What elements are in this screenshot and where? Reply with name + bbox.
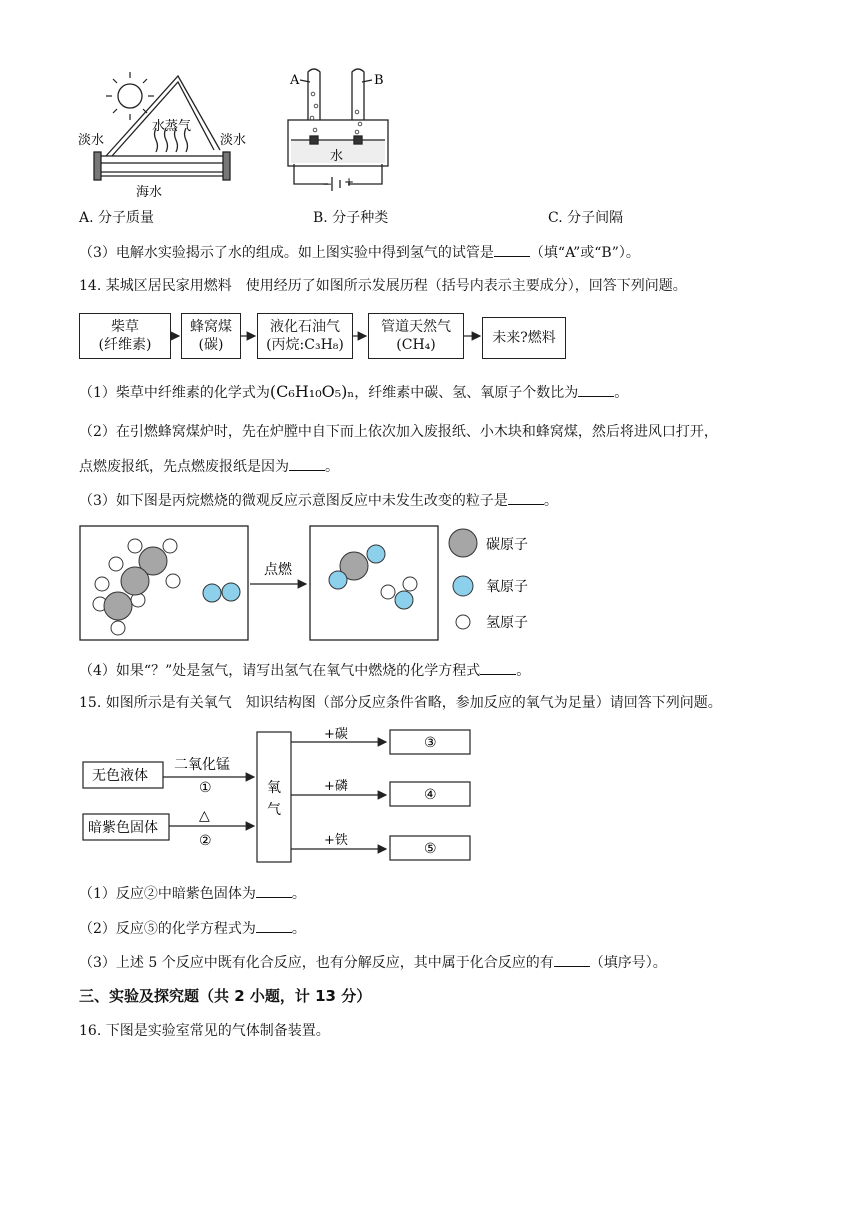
purple-solid-label: 暗紫色固体 <box>88 820 158 836</box>
answer-blank[interactable] <box>256 883 292 898</box>
q14-intro: 14. 某城区居民家用燃料 使用经历了如图所示发展历程（括号内表示主要成分），回答下列问题。 <box>79 278 687 294</box>
reactant-iron: +铁 <box>324 833 348 848</box>
q14-2b <box>79 456 339 477</box>
q15-2-end: 。 <box>291 921 306 937</box>
fuel-box-1-name: 柴草 <box>111 319 139 335</box>
answer-blank[interactable] <box>578 382 614 397</box>
q14-2a: （2）在引燃蜂窝煤炉时，先在炉膛中自下而上依次加入废报纸、小木块和蜂窝煤，然后将进风口打开， <box>79 424 718 440</box>
legend-oxygen-label: 氧原子 <box>486 579 528 595</box>
q13-3-end: （填“A”或“B”）。 <box>529 245 640 261</box>
label-fresh-left: 淡水 <box>78 133 105 148</box>
q14-3 <box>79 490 558 511</box>
q14-2-end: 。 <box>325 459 339 475</box>
label-sea: 海水 <box>136 185 163 200</box>
q14-1-text-b: ，纤维素中碳、氢、氧原子个数比为 <box>354 385 579 401</box>
oxygen-box <box>257 732 291 862</box>
q13-3-text: （3）电解水实验揭示了水的组成。如上图实验中得到氢气的试管是 <box>79 245 494 261</box>
label-fresh-right: 淡水 <box>220 133 247 148</box>
condition-1-top: 二氧化锰 <box>174 757 230 773</box>
q15-1-text: （1）反应②中暗紫色固体为 <box>79 886 256 902</box>
legend-carbon-label: 碳原子 <box>486 537 528 553</box>
q14-4-end: 。 <box>516 663 531 679</box>
fuel-box-3-component: (丙烷:C₃H₈) <box>266 337 344 353</box>
fuel-box-2-name: 蜂窝煤 <box>190 319 232 335</box>
fuel-arrows <box>0 0 860 400</box>
q14-1-text: （1）柴草中纤维素的化学式为 <box>79 385 270 401</box>
q14-3-end: 。 <box>543 493 558 509</box>
q15-intro: 15. 如图所示是有关氧气 知识结构图（部分反应条件省略，参加反应的氧气为足量）请回答下列问题。 <box>79 695 722 711</box>
q14-3-text: （3）如下图是丙烷燃烧的微观反应示意图反应中未发生改变的粒子是 <box>79 493 508 509</box>
q14-4 <box>79 660 530 681</box>
label-tube-a: A <box>290 73 300 88</box>
q15-2-text: （2）反应⑤的化学方程式为 <box>79 921 256 937</box>
legend-hydrogen-label: 氢原子 <box>486 615 528 631</box>
product-4-label: ④ <box>424 787 437 803</box>
legend-carbon-icon <box>449 529 477 557</box>
legend-hydrogen-icon <box>456 615 470 629</box>
label-vapor: 水蒸气 <box>152 119 192 134</box>
q14-2-text: 点燃废报纸，先点燃废报纸是因为 <box>79 459 289 475</box>
oxygen-char-1: 氧 <box>267 780 281 796</box>
q15-3 <box>79 952 667 973</box>
fuel-box-3-name: 液化石油气 <box>269 319 340 335</box>
colorless-liquid-label: 无色液体 <box>92 768 148 784</box>
propane-combustion-diagram <box>78 524 558 644</box>
fuel-box-4-component: (CH₄) <box>396 337 436 353</box>
q15-3-text: （3）上述 5 个反应中既有化合反应，也有分解反应，其中属于化合反应的有 <box>79 955 554 971</box>
answer-blank[interactable] <box>289 456 325 471</box>
q15-3-end: （填序号）。 <box>589 955 667 971</box>
label-tube-b: B <box>374 73 384 88</box>
q15-2 <box>79 918 306 939</box>
option-b: B. 分子种类 <box>313 210 389 226</box>
condition-2-bottom: ② <box>199 833 212 849</box>
option-c: C. 分子间隔 <box>548 210 624 226</box>
condition-2-top: △ <box>199 808 210 824</box>
oxygen-char-2: 气 <box>267 802 281 818</box>
fuel-box-2-component: (碳) <box>198 337 224 353</box>
label-plus: + <box>344 175 355 189</box>
fuel-box-5-name: 未来?燃料 <box>492 330 556 346</box>
q14-4-text: （4）如果“？”处是氢气，请写出氢气在氧气中燃烧的化学方程式 <box>79 663 481 679</box>
q16-intro: 16. 下图是实验室常见的气体制备装置。 <box>79 1023 330 1039</box>
legend-oxygen-icon <box>453 576 473 596</box>
section-3-heading: 三、实验及探究题（共 2 小题，计 13 分） <box>79 987 372 1005</box>
product-5-label: ⑤ <box>424 841 437 857</box>
reactant-carbon: +碳 <box>324 727 348 742</box>
oxygen-knowledge-map <box>78 722 478 868</box>
q14-1-end: 。 <box>614 385 629 401</box>
answer-blank[interactable] <box>256 918 292 933</box>
ignite-label: 点燃 <box>264 562 292 578</box>
fuel-box-1-component: (纤维素) <box>98 337 152 353</box>
q15-1-end: 。 <box>291 886 306 902</box>
answer-blank[interactable] <box>480 660 516 675</box>
cellulose-formula: (C₆H₁₀O₅)ₙ <box>269 382 355 401</box>
condition-1-bottom: ① <box>199 780 212 796</box>
q15-1 <box>79 883 306 904</box>
label-minus: − <box>322 177 333 191</box>
reactant-phosphorus: +磷 <box>324 779 348 794</box>
answer-blank[interactable] <box>554 952 590 967</box>
answer-blank[interactable] <box>508 490 544 505</box>
fuel-box-4-name: 管道天然气 <box>381 319 451 335</box>
product-3-label: ③ <box>424 735 437 751</box>
option-a: A. 分子质量 <box>79 210 155 226</box>
q14-1 <box>79 382 628 403</box>
label-water: 水 <box>330 149 344 164</box>
